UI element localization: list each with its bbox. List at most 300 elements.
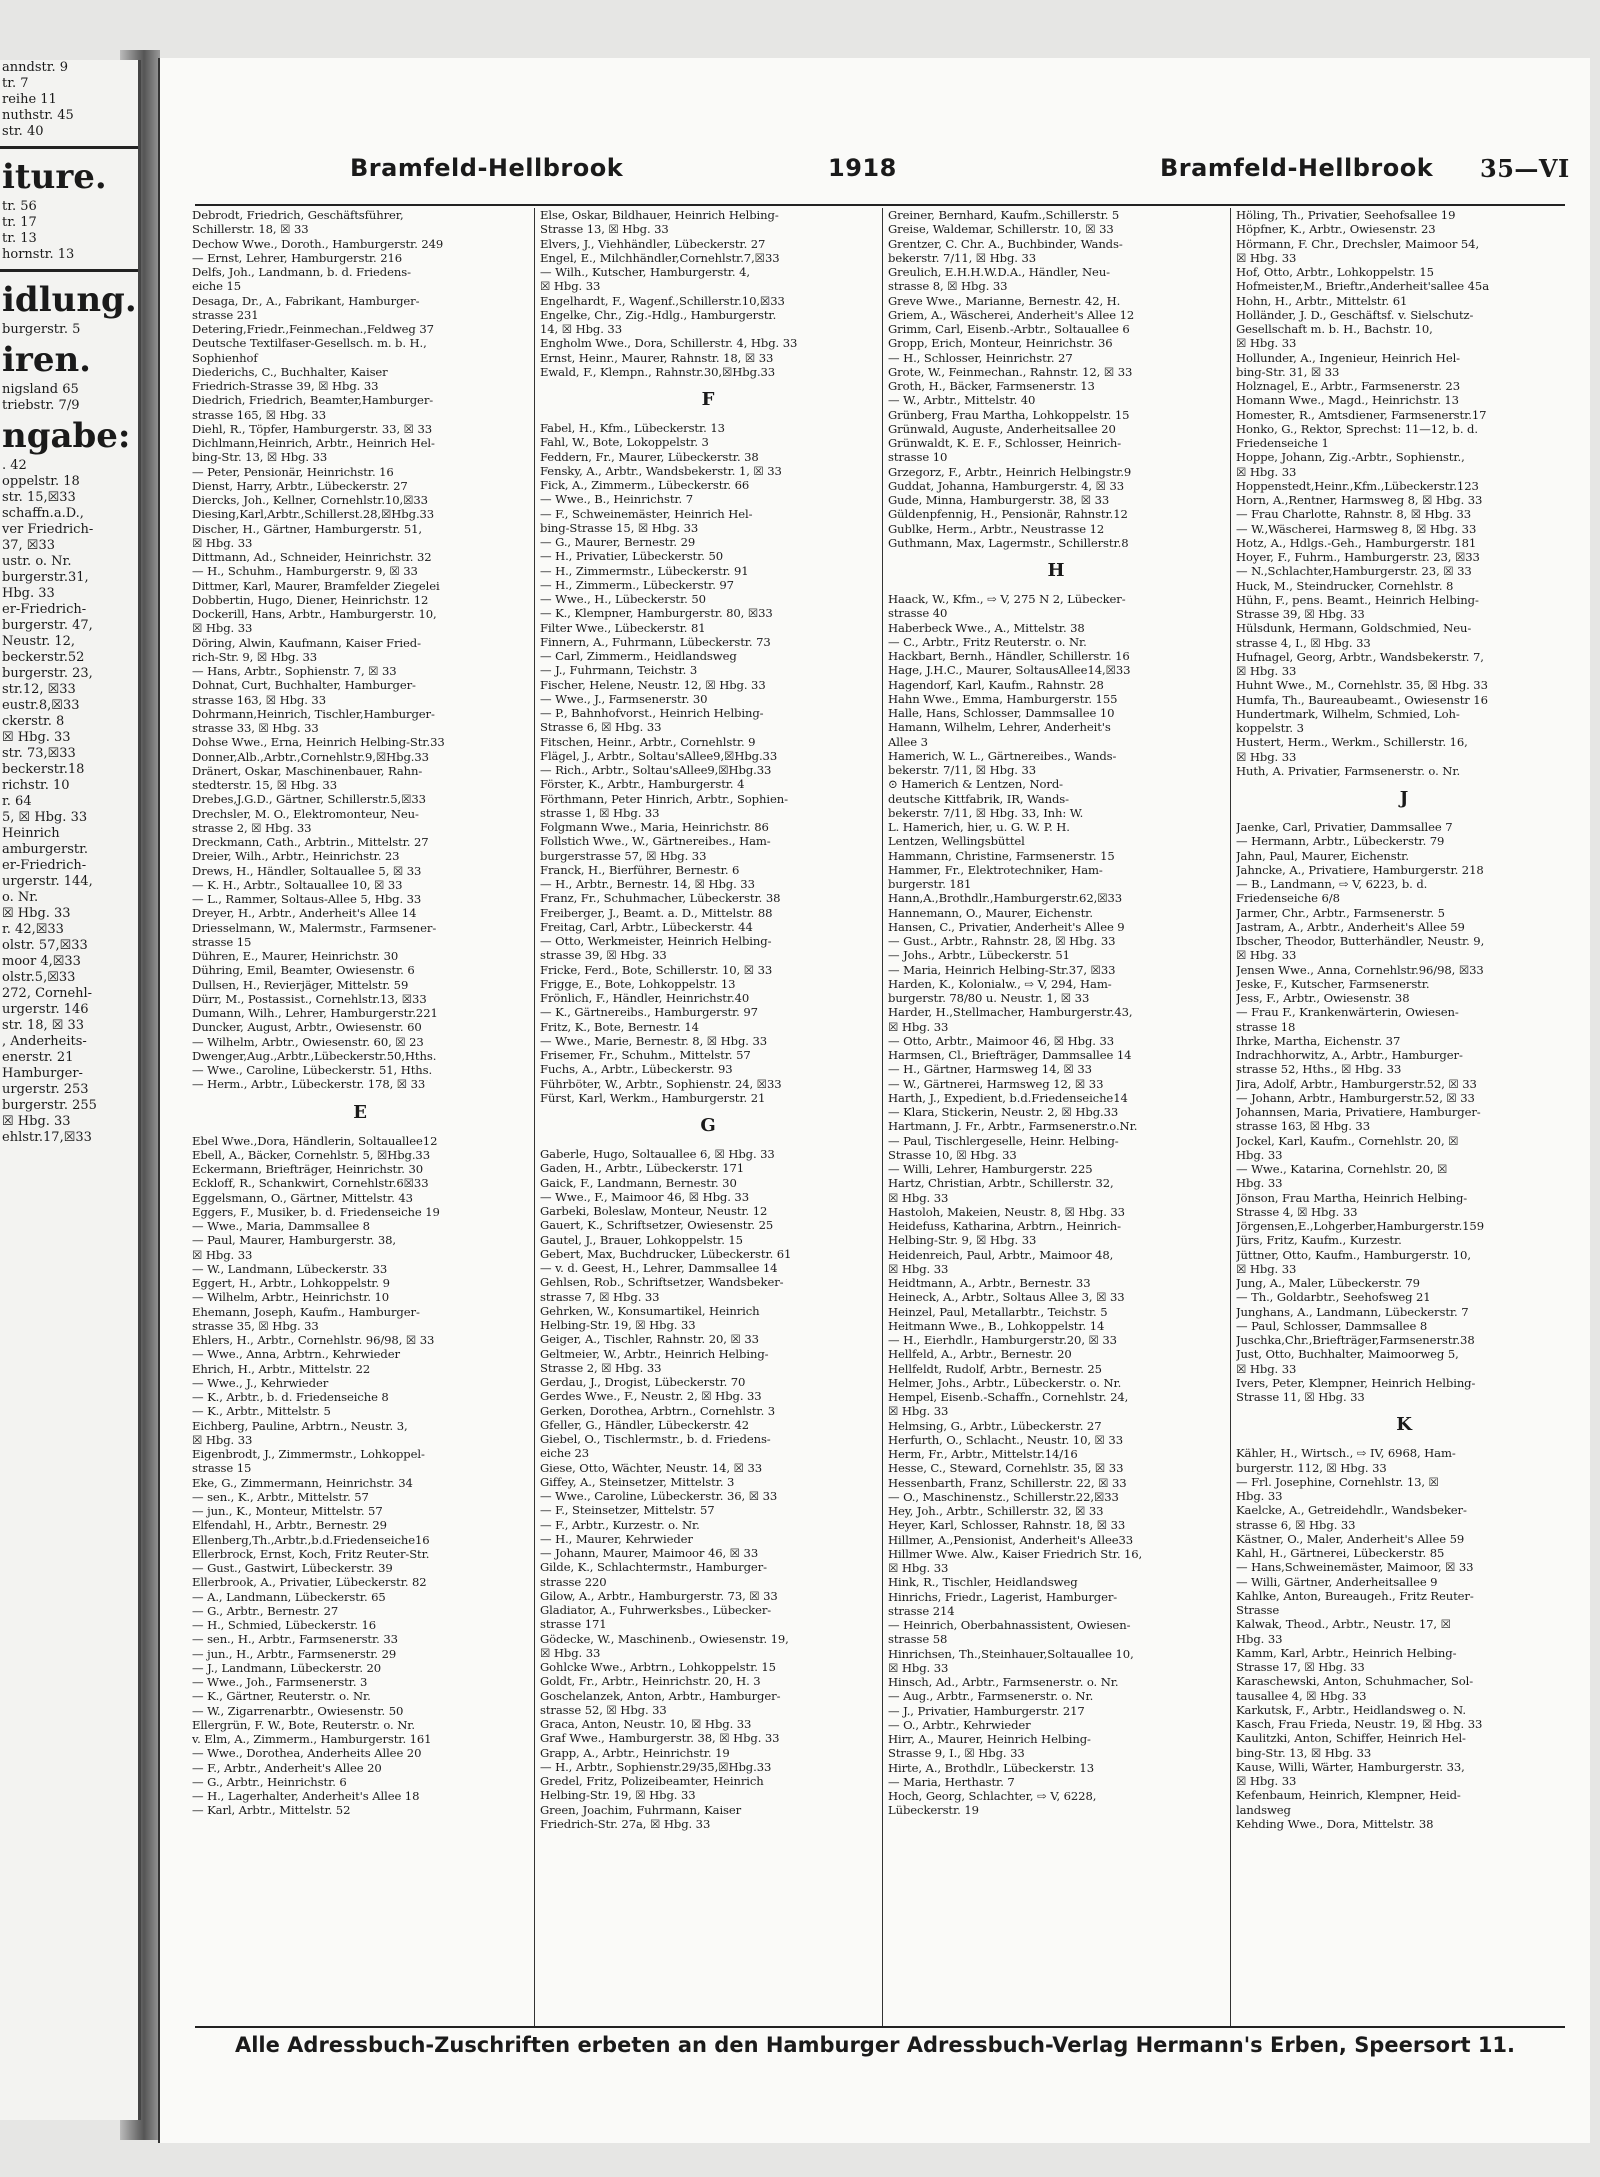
fragment-line: ver Friedrich- xyxy=(2,522,94,537)
directory-entry: — H., Schmied, Lübeckerstr. 16 xyxy=(192,1618,377,1632)
directory-entry: Drebes,J.G.D., Gärtner, Schillerstr.5,☒33 xyxy=(192,792,426,807)
directory-entry: — Johs., Arbtr., Lübeckerstr. 51 xyxy=(888,948,1070,963)
directory-entry: Grzegorz, F., Arbtr., Heinrich Helbingstr.9 xyxy=(888,464,1132,479)
directory-entry: strasse 58 xyxy=(888,1632,948,1647)
directory-entry: Gerdau, J., Drogist, Lübeckerstr. 70 xyxy=(540,1375,746,1389)
directory-entry: — W., Gärtnerei, Harmsweg 12, ☒ 33 xyxy=(888,1076,1104,1091)
directory-entry: strasse 52, ☒ Hbg. 33 xyxy=(540,1702,667,1717)
directory-entry: Kaelcke, A., Getreidehdlr., Wandsbeker- xyxy=(1236,1503,1467,1518)
fragment-line: ckerstr. 8 xyxy=(2,714,65,729)
directory-entry: — Wwe., Katarina, Cornehlstr. 20, ☒ xyxy=(1236,1162,1448,1176)
directory-entry: — Otto, Arbtr., Maimoor 46, ☒ Hbg. 33 xyxy=(888,1033,1115,1048)
directory-entry: Freiberger, J., Beamt. a. D., Mittelstr. 88 xyxy=(540,905,773,920)
directory-entry: burgerstr. 112, ☒ Hbg. 33 xyxy=(1236,1460,1387,1475)
fragment-line: 5, ☒ Hbg. 33 xyxy=(2,810,88,825)
directory-entry: Hey, Joh., Arbtr., Schillerstr. 32, ☒ 33 xyxy=(888,1504,1104,1518)
directory-entry: Detering,Friedr.,Feinmechan.,Feldweg 37 xyxy=(192,322,434,336)
directory-entry: Fitschen, Heinr., Arbtr., Cornehlstr. 9 xyxy=(540,734,756,749)
fragment-line: tr. 17 xyxy=(2,215,37,230)
directory-entry: Hoch, Georg, Schlachter, ⇨ V, 6228, xyxy=(888,1789,1097,1803)
directory-entry: Gautel, J., Brauer, Lohkoppelstr. 15 xyxy=(540,1232,743,1247)
directory-entry: Graf Wwe., Hamburgerstr. 38, ☒ Hbg. 33 xyxy=(540,1731,780,1746)
section-letter: F xyxy=(701,389,715,410)
directory-entry: Dockerill, Hans, Arbtr., Hamburgerstr. 10, xyxy=(192,607,437,621)
directory-entry: strasse 1, ☒ Hbg. 33 xyxy=(540,805,660,820)
directory-entry: Desaga, Dr., A., Fabrikant, Hamburger- xyxy=(192,293,420,308)
directory-entry: Karaschewski, Anton, Schuhmacher, Sol- xyxy=(1236,1674,1474,1689)
directory-entry: Gilde, K., Schlachtermstr., Hamburger- xyxy=(540,1560,767,1575)
directory-entry: Hbg. 33 xyxy=(1236,1631,1283,1646)
directory-entry: — L., Rammer, Soltaus-Allee 5, Hbg. 33 xyxy=(192,892,422,906)
directory-entry: Ihrke, Martha, Eichenstr. 37 xyxy=(1236,1033,1401,1048)
directory-entry: — Willi, Lehrer, Hamburgerstr. 225 xyxy=(888,1162,1093,1176)
directory-entry: ☒ Hbg. 33 xyxy=(1236,1361,1297,1376)
directory-entry: Friedrich-Str. 27a, ☒ Hbg. 33 xyxy=(540,1816,711,1831)
directory-entry: Dühring, Emil, Beamter, Owiesenstr. 6 xyxy=(192,963,415,978)
directory-entry: Dobbertin, Hugo, Diener, Heinrichstr. 12 xyxy=(192,592,429,607)
directory-entry: Hillmer Wwe. Alw., Kaiser Friedrich Str. 16, xyxy=(888,1546,1143,1561)
fragment-line: burgerstr. 5 xyxy=(2,322,81,337)
fragment-line: ☒ Hbg. 33 xyxy=(2,906,71,921)
directory-entry: — jun., K., Monteur, Mittelstr. 57 xyxy=(192,1504,383,1518)
directory-entry: stedterstr. 15, ☒ Hbg. 33 xyxy=(192,778,337,792)
directory-entry: Gesellschaft m. b. H., Bachstr. 10, xyxy=(1236,322,1433,336)
section-letter: J xyxy=(1399,788,1409,809)
directory-entry: Grentzer, C. Chr. A., Buchbinder, Wands- xyxy=(888,236,1123,251)
directory-entry: strasse 163, ☒ Hbg. 33 xyxy=(192,692,326,707)
directory-entry: Ellerbrock, Ernst, Koch, Fritz Reuter-Str. xyxy=(192,1546,430,1561)
directory-entry: Hinrichs, Friedr., Lagerist, Hamburger- xyxy=(888,1589,1118,1604)
directory-entry: — Wwe., J., Kehrwieder xyxy=(192,1375,329,1390)
directory-entry: Humfa, Th., Baureaubeamt., Owiesenstr 16 xyxy=(1236,692,1488,707)
directory-entry: Gublke, Herm., Arbtr., Neustrasse 12 xyxy=(888,521,1105,536)
directory-entry: Fischer, Helene, Neustr. 12, ☒ Hbg. 33 xyxy=(540,677,766,692)
fragment-line: o. Nr. xyxy=(2,890,39,905)
directory-entry: — Peter, Pensionär, Heinrichstr. 16 xyxy=(192,464,394,479)
fragment-line: nigsland 65 xyxy=(2,382,79,397)
directory-entry: Jockel, Karl, Kaufm., Cornehlstr. 20, ☒ xyxy=(1236,1133,1459,1148)
directory-entry: Hastoloh, Makeien, Neustr. 8, ☒ Hbg. 33 xyxy=(888,1204,1125,1219)
fragment-line: urgerstr. 253 xyxy=(2,1082,89,1097)
directory-entry: Junghans, A., Landmann, Lübeckerstr. 7 xyxy=(1236,1304,1469,1319)
directory-entry: Eichberg, Pauline, Arbtrn., Neustr. 3, xyxy=(192,1418,408,1433)
fragment-line: eustr.8,☒33 xyxy=(2,698,80,713)
directory-entry: Gude, Minna, Hamburgerstr. 38, ☒ 33 xyxy=(888,493,1110,507)
directory-entry: Eckermann, Briefträger, Heinrichstr. 30 xyxy=(192,1162,424,1176)
directory-entry: ☒ Hbg. 33 xyxy=(1236,250,1297,265)
directory-entry: Haberbeck Wwe., A., Mittelstr. 38 xyxy=(888,620,1085,635)
directory-entry: Kasch, Frau Frieda, Neustr. 19, ☒ Hbg. 33 xyxy=(1236,1717,1483,1731)
directory-entry: Jörgensen,E.,Lohgerber,Hamburgerstr.159 xyxy=(1236,1219,1484,1233)
directory-entry: Guthmann, Max, Lagermstr., Schillerstr.8 xyxy=(888,535,1129,550)
fragment-rule xyxy=(0,269,138,272)
directory-entry: — Paul, Maurer, Hamburgerstr. 38, xyxy=(192,1233,396,1248)
directory-entry: — sen., H., Arbtr., Farmsenerstr. 33 xyxy=(192,1632,398,1647)
directory-entry: Jönson, Frau Martha, Heinrich Helbing- xyxy=(1236,1190,1468,1205)
directory-entry: Hbg. 33 xyxy=(1236,1176,1283,1191)
directory-entry: Hinrichsen, Th.,Steinhauer,Soltauallee 10, xyxy=(888,1646,1134,1661)
directory-entry: Dohse Wwe., Erna, Heinrich Helbing-Str.33 xyxy=(192,735,445,750)
directory-entry: — H., Zimmermstr., Lübeckerstr. 91 xyxy=(540,563,749,578)
directory-entry: — K., Gärtner, Reuterstr. o. Nr. xyxy=(192,1689,371,1704)
directory-entry: Helbing-Str. 19, ☒ Hbg. 33 xyxy=(540,1318,696,1332)
directory-entry: Homester, R., Amtsdiener, Farmsenerstr.17 xyxy=(1236,407,1487,422)
directory-entry: strasse 2, ☒ Hbg. 33 xyxy=(192,820,312,835)
directory-entry: Hülsdunk, Hermann, Goldschmied, Neu- xyxy=(1236,621,1472,636)
directory-entry: — Wwe., F., Maimoor 46, ☒ Hbg. 33 xyxy=(540,1189,749,1204)
directory-entry: Homann Wwe., Magd., Heinrichstr. 13 xyxy=(1236,393,1459,408)
directory-entry: Gehrken, W., Konsumartikel, Heinrich xyxy=(540,1303,760,1318)
directory-entry: Ehlers, H., Arbtr., Cornehlstr. 96/98, ☒ 33 xyxy=(192,1333,435,1347)
directory-entry: — C., Arbtr., Fritz Reuterstr. o. Nr. xyxy=(888,634,1087,649)
directory-entry: Grote, W., Feinmechan., Rahnstr. 12, ☒ 33 xyxy=(888,364,1133,379)
directory-entry: Honko, G., Rektor, Sprechst: 11—12, b. d. xyxy=(1236,421,1478,436)
directory-entry: Hartmann, J. Fr., Arbtr., Farmsenerstr.o.Nr. xyxy=(888,1119,1138,1134)
directory-entry: Gilow, A., Arbtr., Hamburgerstr. 73, ☒ 33 xyxy=(540,1588,778,1603)
directory-entry: Hufnagel, Georg, Arbtr., Wandsbekerstr. 7, xyxy=(1236,649,1484,664)
directory-entry: ☒ Hbg. 33 xyxy=(888,1660,949,1675)
directory-entry: Giese, Otto, Wächter, Neustr. 14, ☒ 33 xyxy=(540,1460,762,1475)
directory-entry: Grünwaldt, K. E. F., Schlosser, Heinrich- xyxy=(888,436,1122,450)
footer-rule xyxy=(195,2026,1565,2028)
directory-entry: Dränert, Oskar, Maschinenbauer, Rahn- xyxy=(192,763,423,778)
directory-entry: Folgmann Wwe., Maria, Heinrichstr. 86 xyxy=(540,820,769,834)
directory-entry: — Paul, Schlosser, Dammsallee 8 xyxy=(1236,1318,1428,1333)
directory-entry: Kahlke, Anton, Bureaugeh., Fritz Reuter- xyxy=(1236,1588,1474,1603)
fragment-line: 272, Cornehl- xyxy=(2,986,93,1001)
fragment-line: iture. xyxy=(2,157,107,197)
directory-entry: strasse 171 xyxy=(540,1617,607,1632)
directory-entry: Harth, J., Expedient, b.d.Friedenseiche14 xyxy=(888,1090,1128,1105)
directory-entry: L. Hamerich, hier, u. G. W. P. H. xyxy=(888,820,1070,834)
directory-entry: Dreyer, H., Arbtr., Anderheit's Allee 14 xyxy=(192,906,417,921)
directory-entry: Engelke, Chr., Zig.-Hdlg., Hamburgerstr. xyxy=(540,307,777,322)
directory-entry: Hink, R., Tischler, Heidlandsweg xyxy=(888,1575,1078,1590)
fragment-line: burgerstr. 23, xyxy=(2,666,93,681)
directory-entry: Finnern, A., Fuhrmann, Lübeckerstr. 73 xyxy=(540,634,771,649)
directory-entry: Heidtmann, A., Arbtr., Bernestr. 33 xyxy=(888,1276,1091,1290)
directory-entry: Franz, Fr., Schuhmacher, Lübeckerstr. 38 xyxy=(540,891,781,906)
directory-entry: — Heinrich, Oberbahnassistent, Owiesen- xyxy=(888,1618,1131,1632)
directory-entry: Strasse 4, ☒ Hbg. 33 xyxy=(1236,1204,1358,1219)
directory-entry: Fabel, H., Kfm., Lübeckerstr. 13 xyxy=(540,421,725,435)
directory-entry: Helmsing, G., Arbtr., Lübeckerstr. 27 xyxy=(888,1418,1102,1433)
directory-entry: Holländer, J. D., Geschäftsf. v. Sielschutz- xyxy=(1236,307,1474,322)
directory-entry: — G., Maurer, Bernestr. 29 xyxy=(540,535,696,549)
fragment-line: enerstr. 21 xyxy=(2,1050,74,1065)
directory-entry: Dittmer, Karl, Maurer, Bramfelder Ziegelei xyxy=(192,578,440,593)
fragment-line: str. 15,☒33 xyxy=(2,490,76,505)
directory-entry: strasse 6, ☒ Hbg. 33 xyxy=(1236,1517,1356,1532)
directory-entry: Friedenseiche 1 xyxy=(1236,436,1329,450)
directory-entry: — Aug., Arbtr., Farmsenerstr. o. Nr. xyxy=(888,1689,1094,1704)
column-4 xyxy=(1236,208,1572,2026)
directory-entry: — O., Maschinenstz., Schillerstr.22,☒33 xyxy=(888,1489,1119,1504)
directory-entry: eiche 15 xyxy=(192,279,242,294)
directory-entry: Hamerich, W. L., Gärtnereibes., Wands- xyxy=(888,748,1117,763)
directory-entry: Greve Wwe., Marianne, Bernestr. 42, H. xyxy=(888,293,1121,308)
fragment-line: str. 18, ☒ 33 xyxy=(2,1018,85,1033)
directory-entry: Führböter, W., Arbtr., Sophienstr. 24, ☒33 xyxy=(540,1076,782,1091)
fragment-line: str.12, ☒33 xyxy=(2,682,76,697)
directory-entry: — H., Gärtner, Harmsweg 14, ☒ 33 xyxy=(888,1062,1092,1077)
directory-entry: — Hans,Schweinemäster, Maimoor, ☒ 33 xyxy=(1236,1560,1474,1575)
directory-entry: Guddat, Johanna, Hamburgerstr. 4, ☒ 33 xyxy=(888,478,1125,493)
directory-entry: Hillmer, A.,Pensionist, Anderheit's Allee33 xyxy=(888,1532,1134,1547)
directory-entry: — Gust., Arbtr., Rahnstr. 28, ☒ Hbg. 33 xyxy=(888,934,1116,948)
directory-entry: ☒ Hbg. 33 xyxy=(1236,464,1297,479)
directory-entry: strasse 220 xyxy=(540,1574,607,1589)
directory-entry: Kefenbaum, Heinrich, Klempner, Heid- xyxy=(1236,1788,1461,1803)
directory-entry: Diercks, Joh., Kellner, Cornehlstr.10,☒33 xyxy=(192,493,428,507)
directory-entry: Diehl, R., Töpfer, Hamburgerstr. 33, ☒ 33 xyxy=(192,421,433,436)
directory-entry: Griem, A., Wäscherei, Anderheit's Allee 12 xyxy=(888,307,1135,322)
fragment-line: Neustr. 12, xyxy=(2,634,76,649)
fragment-line: urgerstr. 146 xyxy=(2,1002,89,1017)
directory-entry: Herfurth, O., Schlacht., Neustr. 10, ☒ 33 xyxy=(888,1432,1123,1447)
directory-entry: — H., Maurer, Kehrwieder xyxy=(540,1531,693,1546)
fragment-line: anndstr. 9 xyxy=(2,60,69,75)
directory-entry: Ibscher, Theodor, Butterhändler, Neustr. 9, xyxy=(1236,934,1485,948)
directory-entry: Strasse 6, ☒ Hbg. 33 xyxy=(540,720,662,735)
directory-entry: Discher, H., Gärtner, Hamburgerstr. 51, xyxy=(192,521,422,536)
directory-entry: ☒ Hbg. 33 xyxy=(1236,336,1297,351)
directory-entry: ☒ Hbg. 33 xyxy=(888,1561,949,1575)
fragment-line: 37, ☒33 xyxy=(2,538,56,553)
directory-entry: — sen., K., Arbtr., Mittelstr. 57 xyxy=(192,1489,369,1504)
directory-entry: — W., Zigarrenarbtr., Owiesenstr. 50 xyxy=(192,1703,404,1718)
directory-entry: — F., Schweinemäster, Heinrich Hel- xyxy=(540,506,753,521)
header-rule xyxy=(195,204,1565,206)
directory-entry: Groth, H., Bäcker, Farmsenerstr. 13 xyxy=(888,379,1095,393)
section-letter: E xyxy=(353,1101,367,1123)
directory-entry: Hoyer, F., Fuhrm., Hamburgerstr. 23, ☒33 xyxy=(1236,550,1480,564)
column-1 xyxy=(192,208,528,2026)
previous-page-fragment xyxy=(0,60,141,2120)
directory-entry: strasse 35, ☒ Hbg. 33 xyxy=(192,1318,319,1333)
directory-entry: — Wilhelm, Arbtr., Owiesenstr. 60, ☒ 23 xyxy=(192,1034,424,1049)
directory-entry: Jahn, Paul, Maurer, Eichenstr. xyxy=(1236,848,1409,863)
fragment-line: tr. 13 xyxy=(2,231,37,246)
directory-entry: Hessenbarth, Franz, Schillerstr. 22, ☒ 33 xyxy=(888,1475,1127,1490)
directory-entry: Kästner, O., Maler, Anderheit's Allee 59 xyxy=(1236,1531,1465,1546)
directory-entry: Halle, Hans, Schlosser, Dammsallee 10 xyxy=(888,706,1115,720)
directory-entry: Strasse 13, ☒ Hbg. 33 xyxy=(540,222,669,237)
directory-entry: Hollunder, A., Ingenieur, Heinrich Hel- xyxy=(1236,350,1460,365)
directory-entry: Grapp, A., Arbtr., Heinrichstr. 19 xyxy=(540,1745,730,1760)
directory-entry: — Wilh., Kutscher, Hamburgerstr. 4, xyxy=(540,265,750,279)
directory-entry: Hirte, A., Brothdlr., Lübeckerstr. 13 xyxy=(888,1760,1094,1775)
directory-entry: Förster, K., Arbtr., Hamburgerstr. 4 xyxy=(540,777,745,792)
directory-entry: — Ernst, Lehrer, Hamburgerstr. 216 xyxy=(192,250,403,265)
fragment-line: burgerstr. 255 xyxy=(2,1098,97,1113)
directory-entry: Drechsler, M. O., Elektromonteur, Neu- xyxy=(192,806,419,821)
directory-entry: Ebel Wwe.,Dora, Händlerin, Soltauallee12 xyxy=(192,1133,438,1148)
page-header xyxy=(160,146,1590,188)
directory-entry: Ewald, F., Klempn., Rahnstr.30,☒Hbg.33 xyxy=(540,364,776,379)
directory-entry: bekerstr. 7/11, ☒ Hbg. 33 xyxy=(888,250,1037,265)
fragment-line: Hamburger- xyxy=(2,1066,83,1081)
directory-entry: ☒ Hbg. 33 xyxy=(192,621,253,636)
directory-entry: Fürst, Karl, Werkm., Hamburgerstr. 21 xyxy=(540,1090,766,1105)
section-letter: K xyxy=(1396,1414,1412,1436)
directory-entry: Dumann, Wilh., Lehrer, Hamburgerstr.221 xyxy=(192,1006,438,1020)
directory-entry: Jira, Adolf, Arbtr., Hamburgerstr.52, ☒ 33 xyxy=(1236,1076,1477,1091)
directory-entry: Kaulitzki, Anton, Schiffer, Heinrich Hel- xyxy=(1236,1731,1466,1746)
directory-entry: Dwenger,Aug.,Arbtr.,Lübeckerstr.50,Hths. xyxy=(192,1048,437,1063)
directory-entry: ☒ Hbg. 33 xyxy=(888,1261,949,1276)
directory-entry: bekerstr. 7/11, ☒ Hbg. 33, Inh: W. xyxy=(888,805,1084,820)
directory-entry: strasse 15 xyxy=(192,1461,252,1476)
fragment-line: burgerstr.31, xyxy=(2,570,89,585)
directory-entry: bing-Strasse 15, ☒ Hbg. 33 xyxy=(540,520,699,535)
directory-entry: — F., Arbtr., Kurzestr. o. Nr. xyxy=(540,1517,700,1532)
directory-entry: strasse 214 xyxy=(888,1603,955,1618)
directory-entry: Huhnt Wwe., M., Cornehlstr. 35, ☒ Hbg. 33 xyxy=(1236,678,1488,693)
directory-entry: — Rich., Arbtr., Soltau'sAllee9,☒Hbg.33 xyxy=(540,763,772,777)
directory-entry: Helbing-Str. 9, ☒ Hbg. 33 xyxy=(888,1233,1037,1248)
directory-entry: Helbing-Str. 19, ☒ Hbg. 33 xyxy=(540,1788,696,1803)
directory-entry: Kehding Wwe., Dora, Mittelstr. 38 xyxy=(1236,1816,1434,1831)
directory-entry: — J., Landmann, Lübeckerstr. 20 xyxy=(192,1660,382,1675)
directory-entry: — K., Arbtr., b. d. Friedenseiche 8 xyxy=(192,1390,389,1404)
directory-entry: — Johann, Arbtr., Hamburgerstr.52, ☒ 33 xyxy=(1236,1090,1475,1105)
directory-entry: Ellenberg,Th.,Arbtr.,b.d.Friedenseiche16 xyxy=(192,1532,430,1547)
directory-entry: Huck, M., Steindrucker, Cornehlstr. 8 xyxy=(1236,578,1454,593)
directory-entry: Gropp, Erich, Monteur, Heinrichstr. 36 xyxy=(888,336,1113,351)
directory-entry: Hbg. 33 xyxy=(1236,1147,1283,1162)
directory-entry: — Wwe., H., Lübeckerstr. 50 xyxy=(540,592,706,606)
directory-entry: strasse 10 xyxy=(888,450,948,465)
directory-entry: Strasse 10, ☒ Hbg. 33 xyxy=(888,1147,1017,1162)
directory-entry: Juschka,Chr.,Briefträger,Farmsenerstr.38 xyxy=(1236,1333,1475,1347)
directory-entry: Eke, G., Zimmermann, Heinrichstr. 34 xyxy=(192,1475,413,1490)
directory-entry: Kalwak, Theod., Arbtr., Neustr. 17, ☒ xyxy=(1236,1617,1451,1632)
directory-entry: Engel, E., Milchhändler,Cornehlstr.7,☒33 xyxy=(540,250,780,265)
directory-entry: Delfs, Joh., Landmann, b. d. Friedens- xyxy=(192,265,411,279)
directory-entry: — H., Lagerhalter, Anderheit's Allee 18 xyxy=(192,1789,420,1803)
section-letter: G xyxy=(700,1115,716,1136)
directory-entry: Huth, A. Privatier, Farmsenerstr. o. Nr. xyxy=(1236,763,1461,778)
directory-entry: strasse 7, ☒ Hbg. 33 xyxy=(540,1289,660,1304)
directory-entry: Hofmeister,M., Brieftr.,Anderheit'sallee 45a xyxy=(1236,279,1490,294)
fragment-line: olstr.5,☒33 xyxy=(2,970,76,985)
directory-entry: Engelhardt, F., Wagenf.,Schillerstr.10,☒33 xyxy=(540,293,785,308)
directory-entry: Förthmann, Peter Hinrich, Arbtr., Sophien- xyxy=(540,791,788,806)
directory-entry: Fick, A., Zimmerm., Lübeckerstr. 66 xyxy=(540,478,750,492)
directory-entry: — K., Gärtnereibs., Hamburgerstr. 97 xyxy=(540,1005,758,1020)
header-right-title: Bramfeld-Hellbrook xyxy=(1160,154,1434,182)
directory-entry: — W.,Wäscherei, Harmsweg 8, ☒ Hbg. 33 xyxy=(1236,521,1477,536)
directory-entry: Harmsen, Cl., Briefträger, Dammsallee 14 xyxy=(888,1048,1132,1062)
directory-entry: Strasse xyxy=(1236,1603,1280,1617)
directory-entry: Hackbart, Bernh., Händler, Schillerstr. 16 xyxy=(888,649,1130,663)
directory-entry: — W., Arbtr., Mittelstr. 40 xyxy=(888,393,1036,408)
directory-entry: ☒ Hbg. 33 xyxy=(540,1645,601,1660)
directory-entry: Eckloff, R., Schankwirt, Cornehlstr.6☒33 xyxy=(192,1176,429,1191)
directory-entry: Drews, H., Händler, Soltauallee 5, ☒ 33 xyxy=(192,863,422,878)
directory-entry: Grünwald, Auguste, Anderheitsallee 20 xyxy=(888,421,1116,436)
fragment-line: reihe 11 xyxy=(2,92,57,107)
directory-entry: strasse 39, ☒ Hbg. 33 xyxy=(540,948,667,963)
header-page-number: 35—VI xyxy=(1480,154,1570,183)
directory-entry: Fuchs, A., Arbtr., Lübeckerstr. 93 xyxy=(540,1062,733,1077)
directory-entry: Gauert, K., Schriftsetzer, Owiesenstr. 25 xyxy=(540,1218,774,1233)
directory-entry: Hartz, Christian, Arbtr., Schillerstr. 32, xyxy=(888,1176,1114,1191)
directory-entry: Döring, Alwin, Kaufmann, Kaiser Fried- xyxy=(192,635,421,650)
fragment-line: ustr. o. Nr. xyxy=(2,554,72,569)
directory-entry: Frigge, E., Bote, Lohkoppelstr. 13 xyxy=(540,976,736,991)
directory-entry: — Carl, Zimmerm., Heidlandsweg xyxy=(540,649,737,663)
directory-entry: — Wwe., Maria, Dammsallee 8 xyxy=(192,1219,370,1233)
fragment-line: oppelstr. 18 xyxy=(2,474,80,489)
directory-entry: strasse 4, I., ☒ Hbg. 33 xyxy=(1236,635,1371,650)
fragment-line: er-Friedrich- xyxy=(2,858,87,873)
directory-entry: Hann,A.,Brothdlr.,Hamburgerstr.62,☒33 xyxy=(888,891,1123,906)
directory-entry: Harden, K., Kolonialw., ⇨ V, 294, Ham- xyxy=(888,976,1112,991)
directory-entry: — Wilhelm, Arbtr., Heinrichstr. 10 xyxy=(192,1290,390,1305)
directory-entry: Hörmann, F. Chr., Drechsler, Maimoor 54, xyxy=(1236,236,1480,251)
directory-entry: Giffey, A., Steinsetzer, Mittelstr. 3 xyxy=(540,1474,735,1489)
directory-entry: Elfendahl, H., Arbtr., Bernestr. 29 xyxy=(192,1518,387,1533)
directory-entry: — Willi, Gärtner, Anderheitsallee 9 xyxy=(1236,1574,1438,1589)
directory-entry: Sophienhof xyxy=(192,350,258,365)
directory-entry: strasse 165, ☒ Hbg. 33 xyxy=(192,407,326,422)
directory-entry: Jeske, F., Kutscher, Farmsenerstr. xyxy=(1236,976,1430,991)
directory-entry: — Wwe., J., Farmsenerstr. 30 xyxy=(540,691,708,706)
directory-columns xyxy=(192,208,1572,2026)
directory-entry: Ellerbrook, A., Privatier, Lübeckerstr. 82 xyxy=(192,1575,427,1590)
directory-entry: Gfeller, G., Händler, Lübeckerstr. 42 xyxy=(540,1417,750,1432)
directory-entry: — Wwe., Marie, Bernestr. 8, ☒ Hbg. 33 xyxy=(540,1033,768,1048)
directory-entry: burgerstrasse 57, ☒ Hbg. 33 xyxy=(540,848,707,863)
directory-entry: Dittmann, Ad., Schneider, Heinrichstr. 32 xyxy=(192,550,432,564)
header-year: 1918 xyxy=(828,154,897,182)
directory-entry: Gaden, H., Arbtr., Lübeckerstr. 171 xyxy=(540,1161,745,1176)
directory-entry: tausallee 4, ☒ Hbg. 33 xyxy=(1236,1688,1367,1703)
directory-entry: Kause, Willi, Wärter, Hamburgerstr. 33, xyxy=(1236,1759,1465,1774)
directory-entry: Hamann, Wilhelm, Lehrer, Anderheit's xyxy=(888,720,1111,735)
directory-entry: Dichlmann,Heinrich, Arbtr., Heinrich Hel- xyxy=(192,436,435,450)
directory-entry: v. Elm, A., Zimmerm., Hamburgerstr. 161 xyxy=(192,1732,432,1746)
directory-entry: Gaberle, Hugo, Soltauallee 6, ☒ Hbg. 33 xyxy=(540,1147,775,1161)
directory-entry: Harder, H.,Stellmacher, Hamburgerstr.43, xyxy=(888,1005,1133,1020)
directory-entry: Hohn, H., Arbtr., Mittelstr. 61 xyxy=(1236,293,1408,308)
fragment-line: ☒ Hbg. 33 xyxy=(2,1114,71,1129)
directory-entry: Friedrich-Strasse 39, ☒ Hbg. 33 xyxy=(192,379,379,393)
directory-entry: strasse 163, ☒ Hbg. 33 xyxy=(1236,1119,1370,1134)
fragment-line: ngabe: xyxy=(2,416,131,456)
directory-entry: Eggert, H., Arbtr., Lohkoppelstr. 9 xyxy=(192,1276,390,1290)
directory-entry: Jüttner, Otto, Kaufm., Hamburgerstr. 10, xyxy=(1236,1247,1471,1262)
directory-entry: Dullsen, H., Revierjäger, Mittelstr. 59 xyxy=(192,977,409,992)
directory-entry: strasse 40 xyxy=(888,606,948,621)
directory-entry: Flägel, J., Arbtr., Soltau'sAllee9,☒Hbg.33 xyxy=(540,748,778,763)
directory-entry: Hoppenstedt,Heinr.,Kfm.,Lübeckerstr.123 xyxy=(1236,478,1479,493)
directory-entry: — Johann, Maurer, Maimoor 46, ☒ 33 xyxy=(540,1546,759,1560)
fragment-line: r. 42,☒33 xyxy=(2,922,64,937)
directory-entry: eiche 23 xyxy=(540,1446,590,1461)
directory-entry: — H., Arbtr., Bernestr. 14, ☒ Hbg. 33 xyxy=(540,877,755,891)
directory-entry: strasse 15 xyxy=(192,934,252,949)
directory-entry: — K., Arbtr., Mittelstr. 5 xyxy=(192,1404,331,1419)
directory-entry: Ivers, Peter, Klempner, Heinrich Helbing- xyxy=(1236,1375,1476,1390)
directory-entry: Filter Wwe., Lübeckerstr. 81 xyxy=(540,620,706,635)
directory-entry: Hammer, Fr., Elektrotechniker, Ham- xyxy=(888,862,1103,877)
directory-entry: Frönlich, F., Händler, Heinrichstr.40 xyxy=(540,991,750,1005)
directory-entry: — P., Bahnhofvorst., Heinrich Helbing- xyxy=(540,706,764,720)
directory-entry: — Herm., Arbtr., Lübeckerstr. 178, ☒ 33 xyxy=(192,1077,426,1092)
